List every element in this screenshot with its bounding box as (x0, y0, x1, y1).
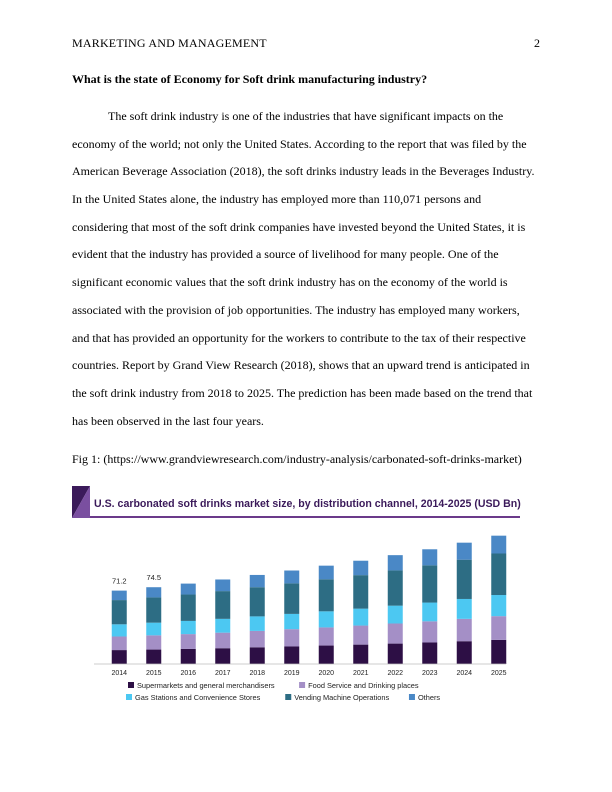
bar-segment (457, 560, 472, 599)
body-line: associated with the provision of job opportunities. The industry has employed many workers, (72, 302, 520, 317)
x-tick-label: 2021 (352, 670, 369, 677)
bar-segment (146, 623, 161, 636)
bar-segment (181, 634, 196, 649)
bar-segment (284, 571, 299, 584)
chart-figure (72, 478, 528, 710)
body-line: evident that the industry has provided a source of livelihood for many people. One of the (72, 247, 499, 262)
x-tick-label: 2023 (421, 670, 438, 677)
body-paragraph (72, 108, 542, 440)
bar-segment (215, 648, 230, 664)
bar-segment (112, 600, 127, 624)
bar-segment (146, 587, 161, 597)
legend-swatch (285, 694, 291, 700)
body-line: considering that most of the soft drink companies have invested beyond the United States, it is (72, 219, 526, 234)
legend-swatch (128, 682, 134, 688)
bar-segment (112, 624, 127, 636)
x-axis-ticks (111, 670, 506, 677)
bar-segment (457, 599, 472, 619)
bar-segment (284, 583, 299, 614)
bar-segment (319, 611, 334, 627)
bar-segment (422, 565, 437, 602)
chart-title: U.S. carbonated soft drinks market size, by distribution channel, 2014-2025 (USD Bn) (94, 498, 521, 510)
body-line: and that has provided an opportunity for the workers to contribute to the tax of their respective (72, 330, 526, 345)
body-line: economy of the world; not only the United States. According to the report that was filed by the (72, 136, 527, 151)
section-heading: What is the state of Economy for Soft drink manufacturing industry? (72, 72, 428, 86)
bar-segment (491, 554, 506, 596)
bar-segment (250, 631, 265, 647)
body-line: the soft drink industry from 2018 to 2025. The prediction has been made based on the trend that (72, 385, 533, 400)
bar-segment (388, 644, 403, 664)
x-tick-label: 2024 (456, 670, 473, 677)
bar-segment (388, 570, 403, 605)
bar-segment (319, 646, 334, 664)
bar-segment (112, 591, 127, 600)
legend-swatch (126, 694, 132, 700)
bar-segment (353, 575, 368, 609)
data-label: 74.5 (146, 573, 162, 583)
bar-segment (422, 549, 437, 565)
bar-segment (284, 629, 299, 646)
figure-caption: Fig 1: (https://www.grandviewresearch.com/industry-analysis/carbonated-soft-drinks-market) (72, 452, 522, 466)
bar-segment (181, 584, 196, 595)
bar-segment (388, 623, 403, 643)
x-tick-label: 2020 (318, 670, 335, 677)
bar-segment (215, 619, 230, 633)
x-tick-label: 2025 (490, 670, 507, 677)
chart-legend (126, 681, 440, 702)
bar-segment (250, 575, 265, 587)
x-tick-label: 2014 (111, 670, 128, 677)
bar-segment (250, 587, 265, 616)
data-labels (112, 573, 161, 585)
bar-segment (112, 650, 127, 664)
bar-segment (353, 561, 368, 575)
x-tick-label: 2018 (249, 670, 266, 677)
bars-layer (112, 536, 507, 664)
bar-segment (319, 566, 334, 580)
bar-segment (422, 642, 437, 664)
body-line: has been observed in the last four years. (72, 413, 264, 428)
bar-segment (457, 641, 472, 664)
bar-segment (181, 621, 196, 634)
x-tick-label: 2022 (387, 670, 404, 677)
bar-segment (284, 646, 299, 664)
legend-label: Gas Stations and Convenience Stores (135, 693, 261, 702)
bar-segment (353, 626, 368, 645)
bar-segment (215, 579, 230, 591)
x-tick-label: 2019 (283, 670, 300, 677)
bar-segment (250, 616, 265, 631)
bar-segment (457, 543, 472, 560)
bar-segment (388, 606, 403, 624)
running-head: MARKETING AND MANAGEMENT (72, 36, 267, 50)
bar-segment (181, 649, 196, 664)
title-underline (90, 516, 520, 518)
bar-segment (457, 619, 472, 641)
bar-segment (491, 595, 506, 616)
bar-segment (284, 614, 299, 629)
bar-segment (422, 621, 437, 642)
bar-segment (250, 647, 265, 664)
legend-label: Others (417, 693, 441, 702)
bar-segment (146, 650, 161, 664)
bar-segment (319, 579, 334, 611)
bar-segment (215, 633, 230, 649)
stacked-bar-chart (72, 478, 528, 710)
body-line: In the United States alone, the industry has employed more than 110,071 persons and (72, 192, 482, 207)
legend-swatch (409, 694, 415, 700)
legend-label: Food Service and Drinking places (308, 681, 419, 690)
legend-swatch (299, 682, 305, 688)
x-tick-label: 2015 (145, 670, 162, 677)
bar-segment (353, 645, 368, 664)
bar-segment (146, 635, 161, 649)
legend-label: Supermarkets and general merchandisers (137, 681, 275, 690)
bar-segment (491, 616, 506, 640)
bar-segment (146, 597, 161, 622)
body-line: significant economic values that the soft drink industry has on the economy of the world is (72, 275, 508, 290)
bar-segment (422, 603, 437, 622)
bar-segment (353, 609, 368, 626)
body-line: The soft drink industry is one of the industries that have significant impacts on the (108, 109, 504, 123)
bar-segment (112, 636, 127, 650)
bar-segment (491, 536, 506, 554)
data-label: 71.2 (111, 576, 127, 586)
x-tick-label: 2016 (180, 670, 197, 677)
bar-segment (181, 595, 196, 621)
body-line: American Beverage Association (2018), the soft drinks industry leads in the Beverages Industry. (72, 164, 535, 179)
bar-segment (388, 555, 403, 570)
x-tick-label: 2017 (214, 670, 231, 677)
page-number: 2 (534, 36, 540, 50)
body-line: countries. Report by Grand View Research (2018), shows that an upward trend is anticipated in (72, 358, 530, 373)
bar-segment (319, 627, 334, 645)
bar-segment (491, 640, 506, 664)
legend-label: Vending Machine Operations (294, 693, 390, 702)
bar-segment (215, 591, 230, 619)
